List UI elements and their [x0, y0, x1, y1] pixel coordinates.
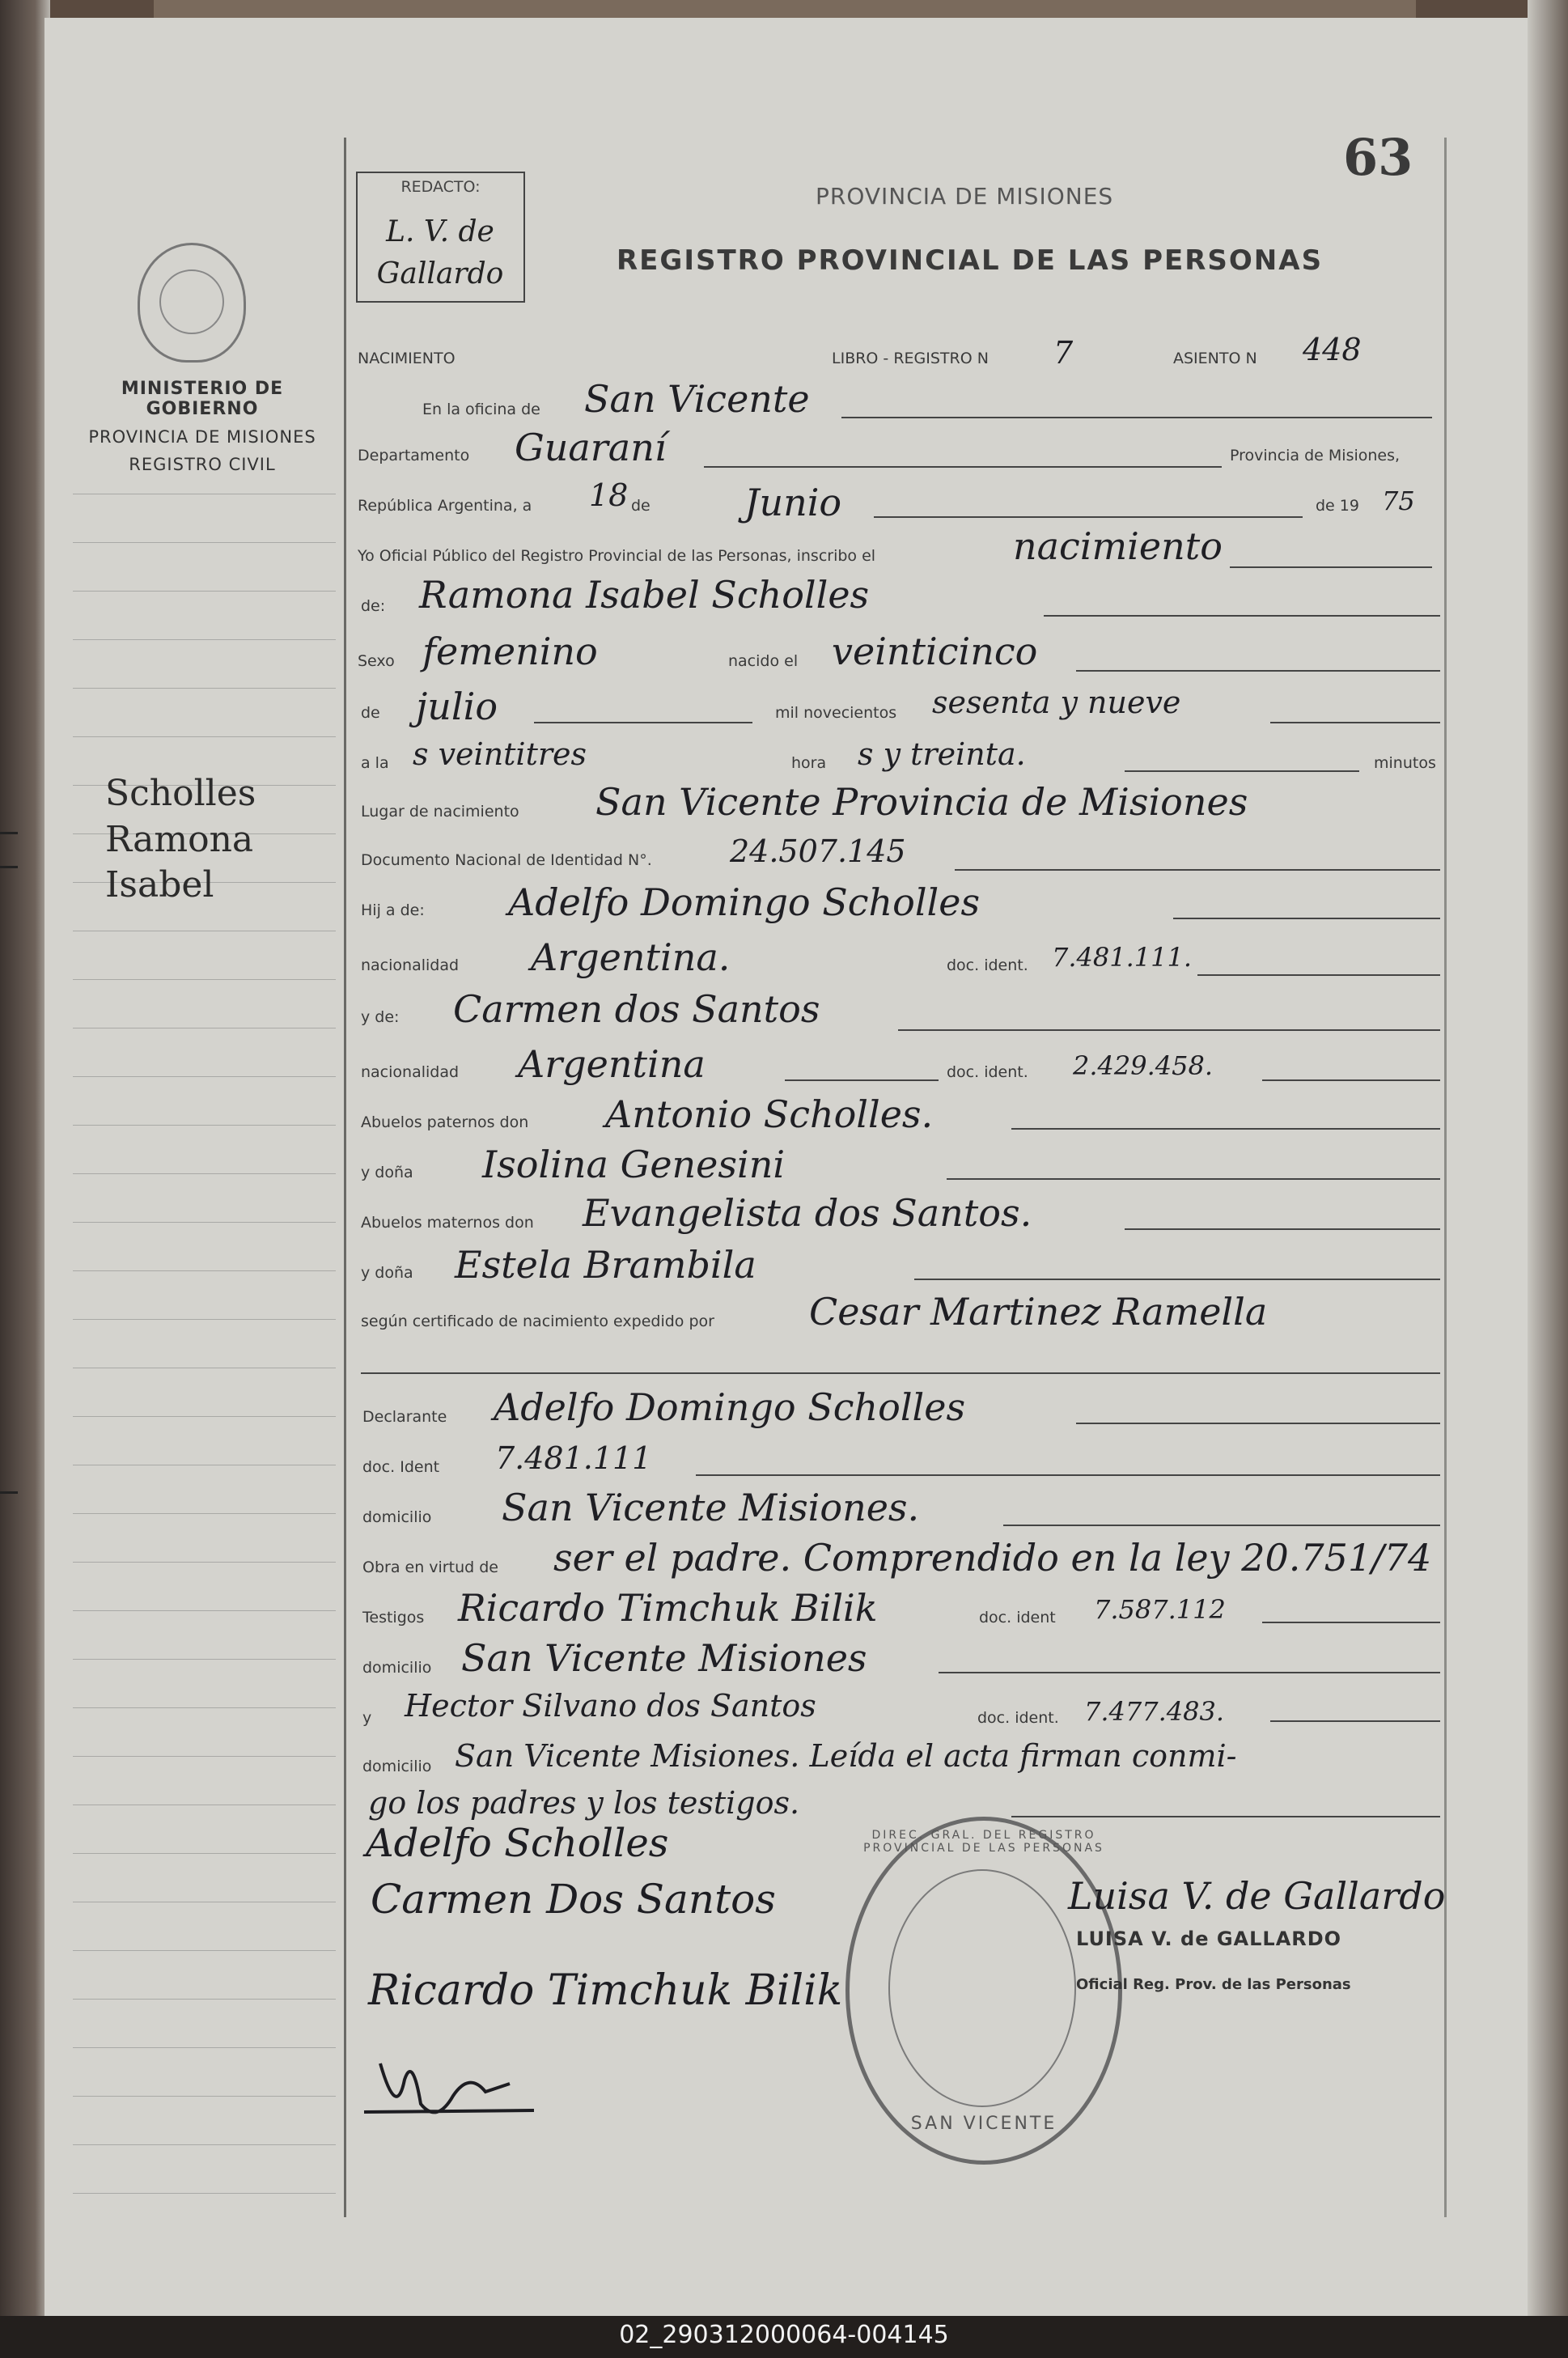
- page-right-edge: [1528, 0, 1568, 2358]
- value-sexo: femenino: [422, 630, 598, 673]
- label-y-de: y de:: [361, 1008, 400, 1026]
- redacto-line1: L. V. de: [386, 215, 494, 248]
- margin-note-line2: Ramona: [105, 819, 254, 860]
- label-departamento: Departamento: [358, 447, 470, 464]
- value-mes: Junio: [744, 481, 842, 524]
- book-spine-edge: [0, 0, 50, 2358]
- value-domicilio-t1: San Vicente Misiones: [461, 1636, 867, 1680]
- signature-official: Luisa V. de Gallardo: [1068, 1874, 1446, 1918]
- label-a-la: a la: [361, 754, 389, 772]
- label-testigos: Testigos: [362, 1609, 425, 1626]
- label-y-dona1: y doña: [361, 1164, 413, 1181]
- value-certificado: Cesar Martinez Ramella: [809, 1290, 1268, 1334]
- value-nac-madre: Argentina: [518, 1042, 706, 1086]
- label-doc-ident2: doc. ident.: [947, 1063, 1028, 1081]
- margin-tick: [0, 1491, 18, 1494]
- label-de-persona: de:: [361, 597, 386, 615]
- label-doc-ident3: doc. Ident: [362, 1458, 440, 1476]
- label-abuelos-maternos: Abuelos maternos don: [361, 1214, 534, 1232]
- value-anio: 75: [1382, 486, 1415, 516]
- label-obra: Obra en virtud de: [362, 1559, 498, 1576]
- value-departamento: Guaraní: [515, 426, 667, 469]
- value-nombre: Ramona Isabel Scholles: [419, 573, 870, 617]
- signature-witness2: [348, 2047, 542, 2136]
- label-nacido: nacido el: [728, 652, 799, 670]
- header-title: REGISTRO PROVINCIAL DE LAS PERSONAS: [617, 244, 1324, 277]
- value-dni: 24.507.145: [730, 833, 906, 869]
- stamp-emblem-icon: [888, 1869, 1076, 2107]
- label-documento: Documento Nacional de Identidad N°.: [361, 851, 652, 869]
- redacto-label: REDACTO:: [400, 178, 481, 196]
- value-domicilio-decl: San Vicente Misiones.: [502, 1486, 920, 1529]
- ministry-block: [73, 379, 332, 474]
- value-nac-padre: Argentina.: [531, 935, 731, 979]
- margin-tick: [0, 866, 18, 868]
- label-sexo: Sexo: [358, 652, 395, 670]
- label-republica: República Argentina, a: [358, 497, 532, 515]
- label-doc-ident1: doc. ident.: [947, 956, 1028, 974]
- scan-id: 02_290312000064-004145: [619, 2321, 949, 2349]
- value-domicilio-t2: San Vicente Misiones. Leída el acta firman conmi-: [455, 1738, 1237, 1774]
- signature-mother: Carmen Dos Santos: [371, 1876, 776, 1923]
- label-libro: LIBRO - REGISTRO N: [832, 350, 989, 367]
- value-oficina: San Vicente: [584, 377, 810, 421]
- stamp-text-bottom: SAN VICENTE: [910, 2114, 1057, 2134]
- header-province: PROVINCIA DE MISIONES: [816, 183, 1114, 210]
- value-doc-declarante: 7.481.111: [495, 1440, 652, 1476]
- redacto-box: [356, 172, 525, 303]
- value-mes-nac: julio: [416, 685, 498, 728]
- label-provincia-misiones: Provincia de Misiones,: [1230, 447, 1401, 464]
- value-doc-testigo1: 7.587.112: [1094, 1594, 1226, 1625]
- value-doc-testigo2: 7.477.483.: [1084, 1696, 1225, 1727]
- value-abuela-mat: Estela Brambila: [455, 1243, 756, 1287]
- value-asiento: 448: [1303, 332, 1362, 367]
- label-domicilio3: domicilio: [362, 1758, 432, 1775]
- label-asiento: ASIENTO N: [1173, 350, 1257, 367]
- label-hijo: Hij a de:: [361, 901, 425, 919]
- label-mil-novecientos: mil novecientos: [775, 704, 897, 722]
- label-y-dona2: y doña: [361, 1264, 413, 1282]
- stamp-text-top: DIREC. GRAL. DEL REGISTRO PROVINCIAL DE LAS PERSONAS: [863, 1829, 1104, 1855]
- label-nacionalidad1: nacionalidad: [361, 956, 460, 974]
- ministry-line3: REGISTRO CIVIL: [129, 455, 276, 474]
- value-testigo1: Ricardo Timchuk Bilik: [458, 1586, 878, 1630]
- label-nacimiento: NACIMIENTO: [358, 350, 456, 367]
- label-oficina: En la oficina de: [422, 401, 540, 418]
- label-de-mes: de: [361, 704, 380, 722]
- label-minutos: minutos: [1374, 754, 1436, 772]
- value-acto: nacimiento: [1013, 524, 1223, 568]
- ministry-line1: MINISTERIO DE GOBIERNO: [121, 379, 284, 419]
- label-lugar: Lugar de nacimiento: [361, 803, 519, 821]
- margin-note-line3: Isabel: [105, 864, 214, 905]
- label-domicilio2: domicilio: [362, 1659, 432, 1677]
- value-dia: 18: [589, 477, 629, 513]
- page-number: 63: [1343, 128, 1413, 187]
- signature-father: Adelfo Scholles: [366, 1821, 669, 1866]
- label-nacionalidad2: nacionalidad: [361, 1063, 460, 1081]
- value-doc-madre: 2.429.458.: [1073, 1050, 1214, 1081]
- value-continuacion: go los padres y los testigos.: [368, 1785, 800, 1821]
- margin-rule: [344, 138, 346, 2217]
- value-padre: Adelfo Domingo Scholles: [508, 880, 981, 924]
- redacto-line2: Gallardo: [376, 257, 504, 291]
- label-abuelos-paternos: Abuelos paternos don: [361, 1113, 529, 1131]
- value-testigo2: Hector Silvano dos Santos: [405, 1688, 816, 1724]
- label-yo-oficial: Yo Oficial Público del Registro Provincial de las Personas, inscribo el: [358, 547, 876, 565]
- value-abuelo-mat: Evangelista dos Santos.: [583, 1191, 1032, 1235]
- label-declarante: Declarante: [362, 1408, 447, 1426]
- value-madre: Carmen dos Santos: [453, 987, 820, 1031]
- official-title: Oficial Reg. Prov. de las Personas: [1076, 1976, 1351, 1993]
- value-doc-padre: 7.481.111.: [1052, 942, 1193, 973]
- coat-of-arms-seal-icon: [138, 243, 246, 363]
- ministry-line2: PROVINCIA DE MISIONES: [88, 427, 316, 447]
- value-libro: 7: [1053, 335, 1074, 371]
- official-name: LUISA V. de GALLARDO: [1076, 1928, 1342, 1950]
- page-top-edge-inner: [154, 0, 1416, 19]
- label-y: y: [362, 1709, 372, 1727]
- margin-tick: [0, 832, 18, 834]
- label-doc-ident4: doc. ident: [979, 1609, 1056, 1626]
- label-domicilio1: domicilio: [362, 1508, 432, 1526]
- label-doc-ident5: doc. ident.: [977, 1709, 1059, 1727]
- margin-note-line1: Scholles: [105, 773, 256, 814]
- value-nacido: veinticinco: [832, 630, 1038, 673]
- label-de-19: de 19: [1316, 497, 1359, 515]
- value-anio-nac: sesenta y nueve: [932, 685, 1181, 720]
- value-declarante: Adelfo Domingo Scholles: [494, 1385, 966, 1429]
- label-de: de: [631, 497, 651, 515]
- value-abuelo-pat: Antonio Scholles.: [605, 1092, 934, 1136]
- value-abuela-pat: Isolina Genesini: [482, 1143, 786, 1186]
- signature-witness1: Ricardo Timchuk Bilik: [368, 1966, 843, 2015]
- value-lugar: San Vicente Provincia de Misiones: [595, 780, 1248, 824]
- value-hora2: s y treinta.: [858, 736, 1026, 772]
- value-obra: ser el padre. Comprendido en la ley 20.751/74: [553, 1536, 1432, 1580]
- label-hora: hora: [791, 754, 827, 772]
- value-hora1: s veintitres: [413, 736, 587, 772]
- label-segun: según certificado de nacimiento expedido por: [361, 1313, 714, 1330]
